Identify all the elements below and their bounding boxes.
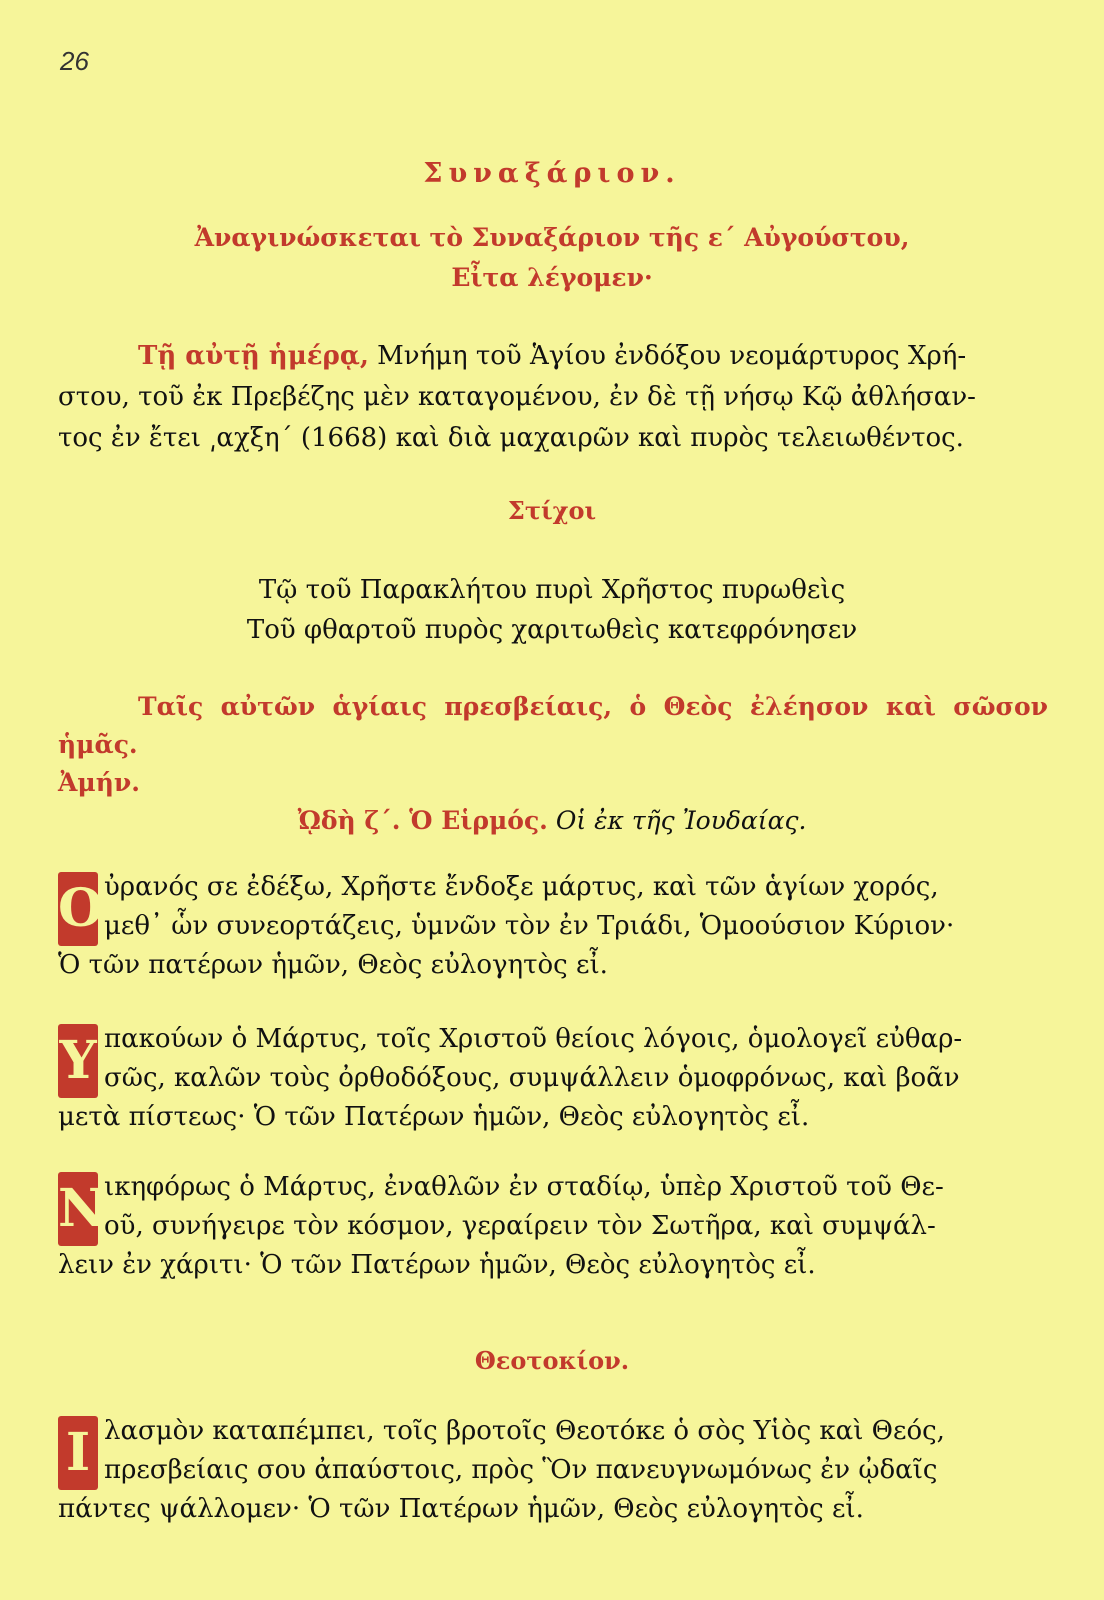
intercession-line-1: Ταῖς αὐτῶν ἁγίαις πρεσβείαις, ὁ Θεὸς ἐλέησον καὶ σῶσον ἡμᾶς.	[58, 692, 1048, 759]
stanza-line: μετὰ πίστεως· Ὁ τῶν Πατέρων ἡμῶν, Θεὸς εὐλογητὸς εἶ.	[58, 1102, 810, 1132]
drop-cap-initial: Ι	[58, 1416, 98, 1490]
stanza-line: πακούων ὁ Μάρτυς, τοῖς Χριστοῦ θείοις λόγοις, ὁμολογεῖ εὐθαρ-	[104, 1024, 963, 1054]
stanza-line: πάντες ψάλλομεν· Ὁ τῶν Πατέρων ἡμῶν, Θεὸς εὐλογητὸς εἶ.	[58, 1494, 864, 1524]
ode-heading-rubric: ᾨδὴ ζ΄. Ὁ Εἱρμός.	[297, 806, 548, 835]
stanza-line: λειν ἐν χάριτι· Ὁ τῶν Πατέρων ἡμῶν, Θεὸς εὐλογητὸς εἶ.	[58, 1250, 816, 1280]
intro-line-1: Ἀναγινώσκεται τὸ Συναξάριον τῆς ε΄ Αὐγούστου,	[194, 223, 910, 252]
stanza-line: μεθ᾽ ὧν συνεορτάζεις, ὑμνῶν τὸν ἐν Τριάδι, Ὁμοούσιον Κύριον·	[104, 911, 955, 941]
ode-heading-model: Οἱ ἐκ τῆς Ἰουδαίας.	[547, 806, 807, 835]
intro-line-2: Εἶτα λέγομεν·	[451, 263, 653, 292]
ode-heading	[0, 806, 1104, 835]
drop-cap-initial: Υ	[58, 1024, 98, 1098]
synaxarion-line-2: στου, τοῦ ἐκ Πρεβέζης μὲν καταγομένου, ἐν δὲ τῇ νήσῳ Κῷ ἀθλήσαν-	[58, 382, 976, 412]
stanza-3	[58, 1168, 1048, 1285]
verse-line-2: Τοῦ φθαρτοῦ πυρὸς χαριτωθεὶς κατεφρόνησεν	[246, 615, 858, 645]
stanza-line: οῦ, συνήγειρε τὸν κόσμον, γεραίρειν τὸν Σωτῆρα, καὶ συμψάλ-	[104, 1211, 936, 1241]
stanza-2	[58, 1020, 1048, 1137]
verses-heading: Στίχοι	[507, 496, 597, 525]
stanza-line: ικηφόρως ὁ Μάρτυς, ἐναθλῶν ἐν σταδίῳ, ὑπὲρ Χριστοῦ τοῦ Θε-	[104, 1172, 944, 1202]
intercession-line-2: Ἀμήν.	[58, 768, 140, 797]
verses	[0, 570, 1104, 650]
intro-rubric	[0, 218, 1104, 298]
drop-cap-initial: Ο	[58, 872, 98, 946]
synaxarion-paragraph	[58, 336, 1048, 459]
stanza-line: ὐρανός σε ἐδέξω, Χρῆστε ἔνδοξε μάρτυς, καὶ τῶν ἁγίων χορός,	[104, 872, 939, 902]
synaxarion-line-3: τος ἐν ἔτει ͵αχξη΄ (1668) καὶ διὰ μαχαιρῶν καὶ πυρὸς τελειωθέντος.	[58, 423, 964, 453]
intercession	[58, 688, 1048, 802]
synaxarion-text-1: Μνήμη τοῦ Ἁγίου ἐνδόξου νεομάρτυρος Χρή-	[368, 341, 967, 371]
section-title: Συναξάριον.	[423, 158, 681, 189]
verse-line-1: Τῷ τοῦ Παρακλήτου πυρὶ Χρῆστος πυρωθεὶς	[258, 575, 846, 605]
page-number: 26	[60, 46, 89, 76]
stanza-1	[58, 868, 1048, 985]
theotokion-stanza	[58, 1412, 1048, 1529]
stanza-line: πρεσβείαις σου ἀπαύστοις, πρὸς Ὃν πανευγνωμόνως ἐν ᾠδαῖς	[104, 1455, 938, 1485]
stanza-line: λασμὸν καταπέμπει, τοῖς βροτοῖς Θεοτόκε ὁ σὸς Υἱὸς καὶ Θεός,	[104, 1416, 945, 1446]
stanza-line: Ὁ τῶν πατέρων ἡμῶν, Θεὸς εὐλογητὸς εἶ.	[58, 950, 608, 980]
synaxarion-lead: Τῇ αὐτῇ ἡμέρᾳ,	[138, 341, 369, 371]
stanza-line: σῶς, καλῶν τοὺς ὀρθοδόξους, συμψάλλειν ὁμοφρόνως, καὶ βοᾶν	[104, 1063, 960, 1093]
drop-cap-initial: Ν	[58, 1172, 98, 1246]
theotokion-heading: Θεοτοκίον.	[474, 1346, 630, 1375]
synaxarion-line-1	[58, 336, 1048, 377]
